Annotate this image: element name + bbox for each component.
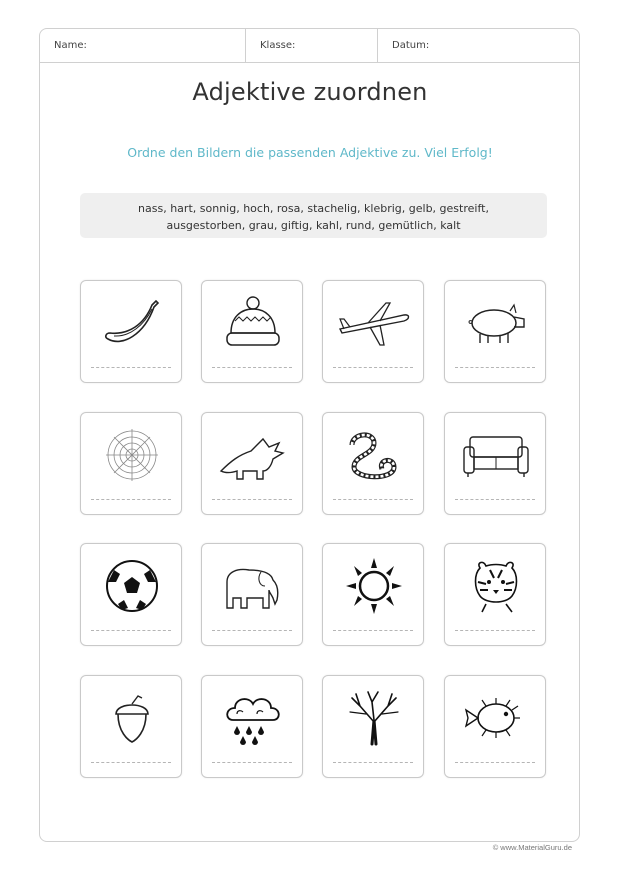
- answer-line[interactable]: [212, 367, 292, 368]
- header-row: [40, 29, 579, 63]
- picture-card: [322, 675, 424, 778]
- picture-card: [322, 280, 424, 383]
- rain-cloud-icon: [213, 684, 293, 752]
- sun-icon: [334, 552, 414, 620]
- answer-line[interactable]: [212, 630, 292, 631]
- picture-card: [80, 543, 182, 646]
- airplane-icon: [334, 289, 414, 357]
- pig-icon: [456, 289, 536, 357]
- picture-card: [444, 543, 546, 646]
- answer-line[interactable]: [333, 630, 413, 631]
- answer-line[interactable]: [333, 367, 413, 368]
- tiger-icon: [456, 552, 536, 620]
- picture-card: [201, 543, 303, 646]
- wool-hat-icon: [213, 289, 293, 357]
- picture-card: [201, 412, 303, 515]
- snake-icon: [334, 421, 414, 489]
- picture-card: [80, 675, 182, 778]
- answer-line[interactable]: [455, 630, 535, 631]
- answer-line[interactable]: [91, 630, 171, 631]
- picture-card: [444, 412, 546, 515]
- picture-card: [201, 675, 303, 778]
- picture-card: [80, 280, 182, 383]
- answer-line[interactable]: [91, 499, 171, 500]
- answer-line[interactable]: [212, 499, 292, 500]
- word-box: [80, 193, 547, 238]
- acorn-icon: [92, 684, 172, 752]
- page-subtitle: Ordne den Bildern die passenden Adjektive zu. Viel Erfolg!: [127, 145, 493, 160]
- picture-card: [322, 543, 424, 646]
- date-field[interactable]: Datum:: [392, 40, 430, 51]
- answer-line[interactable]: [91, 367, 171, 368]
- picture-card: [444, 280, 546, 383]
- soccer-ball-icon: [92, 552, 172, 620]
- name-field[interactable]: Name:: [40, 29, 246, 63]
- picture-card: [80, 412, 182, 515]
- word-list-line-1: nass, hart, sonnig, hoch, rosa, stachelig, klebrig, gelb, gestreift,: [138, 202, 489, 215]
- bare-tree-icon: [334, 684, 414, 752]
- answer-line[interactable]: [333, 762, 413, 763]
- page-title: Adjektive zuordnen: [192, 78, 428, 106]
- answer-line[interactable]: [455, 762, 535, 763]
- dinosaur-icon: [213, 421, 293, 489]
- class-field[interactable]: Klasse:: [246, 29, 378, 63]
- answer-line[interactable]: [455, 367, 535, 368]
- spider-web-icon: [92, 421, 172, 489]
- picture-card: [322, 412, 424, 515]
- answer-line[interactable]: [455, 499, 535, 500]
- elephant-icon: [213, 552, 293, 620]
- answer-line[interactable]: [333, 499, 413, 500]
- answer-line[interactable]: [212, 762, 292, 763]
- answer-line[interactable]: [91, 762, 171, 763]
- sofa-icon: [456, 421, 536, 489]
- copyright-footer: © www.MaterialGuru.de: [492, 843, 572, 852]
- word-list-line-2: ausgestorben, grau, giftig, kahl, rund, gemütlich, kalt: [166, 219, 461, 232]
- picture-card: [444, 675, 546, 778]
- pufferfish-icon: [456, 684, 536, 752]
- picture-card: [201, 280, 303, 383]
- banana-icon: [92, 289, 172, 357]
